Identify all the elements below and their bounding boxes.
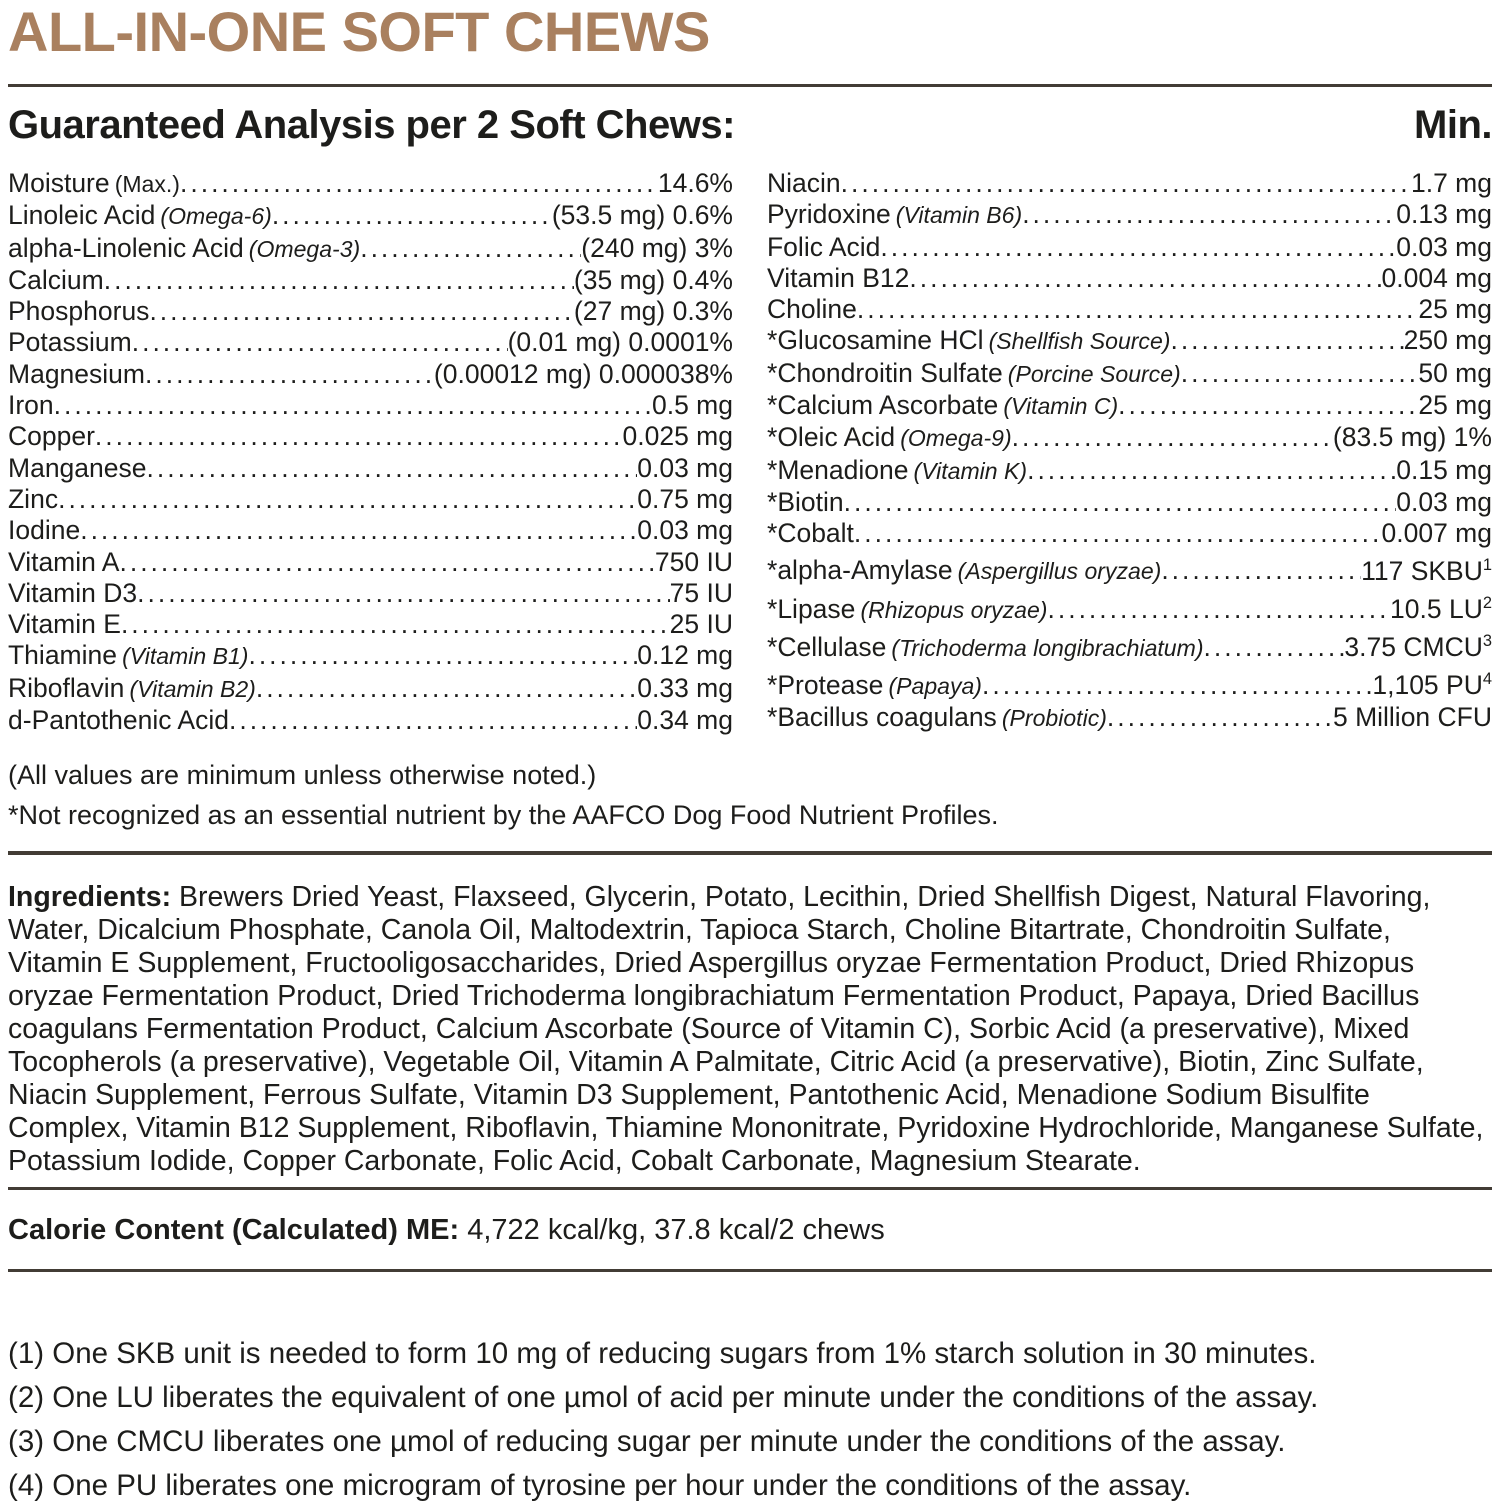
nutrient-source-note: (Porcine Source) [1007, 360, 1181, 387]
nutrient-value-group [1418, 390, 1492, 421]
nutrient-source-note: (Probiotic) [1001, 705, 1107, 732]
nutrient-name: Riboflavin [8, 672, 125, 703]
nutrient-source-note: (Omega-6) [160, 203, 272, 230]
nutrient-source-note: (Rhizopus oryzae) [860, 596, 1048, 623]
nutrient-source-note: (Omega-9) [900, 425, 1012, 452]
nutrient-value: 0.004 mg [1381, 262, 1492, 293]
nutrient-name: Niacin [767, 168, 841, 198]
nutrient-name-group [767, 422, 1012, 454]
analysis-row [8, 327, 733, 358]
nutrient-name: *Protease [767, 669, 884, 700]
dot-leader [909, 263, 1381, 294]
analysis-row [8, 640, 733, 672]
nutrient-value-group [1418, 358, 1492, 389]
nutrient-source-note: (Vitamin K) [913, 457, 1028, 484]
nutrient-name: d-Pantothenic Acid [8, 705, 229, 736]
nutrient-name: *Lipase [767, 593, 856, 624]
nutrient-name-group [8, 168, 180, 200]
dot-leader [180, 168, 658, 199]
nutrient-value-group [508, 327, 733, 358]
dot-leader [857, 294, 1418, 325]
nutrient-name-group [8, 296, 149, 327]
dot-leader [1170, 325, 1403, 356]
analysis-row [767, 487, 1492, 518]
nutrient-value-group [655, 547, 733, 578]
nutrient-name: *Oleic Acid [767, 422, 896, 453]
analysis-row [8, 168, 733, 200]
minimum-values-note: (All values are minimum unless otherwise noted.) [8, 760, 597, 791]
dot-leader [880, 232, 1396, 263]
dot-leader [844, 487, 1397, 518]
nutrient-value-group [1382, 518, 1493, 549]
dot-leader [149, 296, 573, 327]
nutrient-value-group [637, 640, 733, 671]
calorie-content-line [8, 1214, 1492, 1247]
analysis-right-column [767, 168, 1492, 736]
nutrient-name-group [8, 390, 54, 421]
nutrient-name-group [8, 547, 119, 578]
analysis-row [767, 702, 1492, 734]
nutrient-name: Vitamin D3 [8, 577, 138, 608]
analysis-row [8, 265, 733, 296]
nutrient-name-group [8, 515, 80, 546]
divider [8, 851, 1492, 855]
nutrient-value: 25 IU [669, 609, 733, 640]
dot-leader [360, 233, 581, 264]
nutrient-name: Iodine [8, 515, 81, 546]
nutrient-name-group [767, 518, 854, 549]
nutrient-value: 5 Million CFU [1332, 702, 1492, 733]
nutrient-source-note: (Shellfish Source) [988, 328, 1171, 355]
analysis-row [767, 168, 1492, 199]
nutrient-value: (0.01 mg) 0.0001% [507, 327, 733, 358]
analysis-row [8, 673, 733, 705]
nutrient-name-group [767, 555, 1161, 587]
analysis-row [767, 664, 1492, 702]
footnote-cmcu: (3) One CMCU liberates one µmol of reducing sugar per minute under the conditions of the assay. [8, 1425, 1286, 1459]
dot-leader [132, 327, 508, 358]
nutrient-name-group [767, 263, 909, 294]
nutrient-name-group [8, 359, 145, 390]
analysis-row [8, 296, 733, 327]
nutrient-value-group [1396, 199, 1492, 230]
nutrient-name-group [767, 232, 880, 263]
nutrient-value: 10.5 LU [1390, 593, 1483, 624]
nutrient-value-group [623, 421, 734, 452]
dot-leader [119, 547, 654, 578]
analysis-row [8, 705, 733, 736]
nutrient-name-group [8, 673, 256, 705]
analysis-row [767, 232, 1492, 263]
dot-leader [248, 640, 637, 671]
product-title: ALL-IN-ONE SOFT CHEWS [8, 0, 710, 63]
nutrient-value: 0.03 mg [637, 452, 733, 483]
dot-leader [256, 673, 637, 704]
nutrient-name-group [8, 609, 121, 640]
nutrient-name: *alpha-Amylase [767, 555, 953, 586]
nutrient-source-note: (Vitamin B1) [122, 643, 249, 670]
guaranteed-analysis-header [8, 103, 1492, 148]
nutrient-value: 0.13 mg [1396, 199, 1492, 230]
nutrient-name-group [8, 578, 137, 609]
dot-leader [1161, 555, 1361, 586]
dot-leader [1047, 594, 1390, 625]
dot-leader [80, 515, 637, 546]
nutrient-name-group [8, 453, 147, 484]
nutrient-value-group [434, 359, 733, 390]
analysis-row [767, 358, 1492, 390]
nutrient-name: *Menadione [767, 454, 909, 485]
footnote-reference: 2 [1482, 593, 1492, 612]
analysis-row [8, 359, 733, 390]
analysis-row [767, 518, 1492, 549]
nutrient-name-group [767, 294, 857, 325]
nutrient-value-group [1333, 422, 1492, 453]
nutrient-name: Copper [8, 421, 95, 452]
analysis-row [767, 588, 1492, 626]
footnote-lu: (2) One LU liberates the equivalent of one µmol of acid per minute under the conditions of the assay. [8, 1381, 1319, 1415]
nutrient-value: 0.33 mg [637, 672, 733, 703]
nutrient-name-group [767, 455, 1027, 487]
nutrient-name-group [767, 168, 841, 199]
nutrient-name: Phosphorus [8, 296, 150, 327]
ingredients-text: Brewers Dried Yeast, Flaxseed, Glycerin, Potato, Lecithin, Dried Shellfish Digest, Natural Flavoring, Water, Dicalcium Phosphate, Canola Oil, Maltodextrin, Tapioca Starch, Choline Bitartrate, Chondroitin Sulfate, Vitamin E Supplement, Fructooligosaccharides, Dried Aspergillus oryzae Fermentation Product, Dried Rhizopus oryzae Fermentation Product, Dried Trichoderma longibrachiatum Fermentation Product, Papaya, Dried Bacillus coagulans Fermentation Product, Calcium Ascorbate (Source of Vitamin C), Sorbic Acid (a preservative), Mixed Tocopherols (a preservative), Vegetable Oil, Vitamin A Palmitate, Citric Acid (a preservative), Biotin, Zinc Sulfate, Niacin Supplement, Ferrous Sulfate, Vitamin D3 Supplement, Pantothenic Acid, Menadione Sodium Bisulfite Complex, Vitamin B12 Supplement, Riboflavin, Thiamine Mononitrate, Pyridoxine Hydrochloride, Manganese Sulfate, Potassium Iodide, Copper Carbonate, Folic Acid, Cobalt Carbonate, Magnesium Stearate. [8, 881, 1484, 1178]
analysis-row [8, 233, 733, 265]
analysis-row [8, 484, 733, 515]
analysis-row [767, 626, 1492, 664]
dot-leader [145, 359, 434, 390]
nutrient-value-group [1404, 325, 1492, 356]
ingredients-paragraph [8, 881, 1492, 1178]
nutrient-name-group [767, 632, 1204, 664]
nutrient-name: *Cellulase [767, 631, 887, 662]
nutrient-value-group [1372, 664, 1492, 701]
nutrient-name: *Biotin [767, 486, 844, 517]
nutrient-value: 50 mg [1418, 357, 1492, 388]
analysis-left-column [8, 168, 733, 736]
dot-leader [1118, 390, 1418, 421]
nutrient-name: *Bacillus coagulans [767, 702, 997, 733]
analysis-row [8, 390, 733, 421]
nutrient-value: 0.34 mg [637, 705, 733, 736]
nutrient-name: Thiamine [8, 640, 117, 671]
nutrient-name: Pyridoxine [767, 199, 891, 230]
nutrient-value: (53.5 mg) 0.6% [551, 200, 733, 231]
analysis-row [8, 200, 733, 232]
analysis-row [767, 263, 1492, 294]
analysis-columns [8, 168, 1492, 736]
dot-leader [854, 518, 1382, 549]
nutrient-value: 0.15 mg [1396, 454, 1492, 485]
nutrient-name: Iron [8, 390, 54, 421]
nutrient-value-group [670, 609, 733, 640]
dot-leader [95, 421, 623, 452]
nutrient-value: 3.75 CMCU [1344, 631, 1483, 662]
nutrient-value: (240 mg) 3% [581, 232, 733, 263]
nutrient-source-note: (Vitamin C) [1003, 393, 1119, 420]
nutrient-value: 0.007 mg [1381, 518, 1492, 549]
analysis-row [767, 550, 1492, 588]
analysis-row [8, 547, 733, 578]
nutrient-source-note: (Vitamin B6) [895, 202, 1023, 229]
nutrient-name-group [8, 200, 272, 232]
analysis-row [8, 453, 733, 484]
nutrient-name: Folic Acid [767, 231, 881, 262]
analysis-row [8, 609, 733, 640]
nutrient-name: Choline [767, 294, 857, 325]
nutrient-value: 0.03 mg [1396, 486, 1492, 517]
nutrient-value: 0.025 mg [622, 421, 733, 452]
nutrient-name-group [767, 594, 1047, 626]
nutrient-value-group [574, 296, 733, 327]
nutrient-value-group [637, 705, 733, 736]
nutrient-value-group [574, 265, 733, 296]
nutrient-name: Magnesium [8, 358, 145, 389]
footnote-pu: (4) One PU liberates one microgram of tyrosine per hour under the conditions of the assay. [8, 1469, 1192, 1503]
nutrient-value: 14.6% [657, 168, 733, 198]
nutrient-name-group [767, 390, 1118, 422]
calorie-label: Calorie Content (Calculated) ME: [8, 1214, 460, 1247]
nutrient-source-note: (Vitamin B2) [129, 675, 256, 702]
nutrient-name-group [767, 358, 1181, 390]
nutrient-value-group [652, 390, 733, 421]
min-column-label: Min. [1414, 103, 1492, 147]
dot-leader [58, 484, 637, 515]
footnote-reference: 3 [1482, 631, 1492, 650]
nutrient-value-group [552, 200, 733, 231]
nutrient-value: (35 mg) 0.4% [573, 264, 733, 295]
analysis-row [767, 390, 1492, 422]
nutrient-value-group [1382, 263, 1493, 294]
nutrient-value: (83.5 mg) 1% [1332, 422, 1492, 453]
nutrient-name-group [8, 265, 104, 296]
dot-leader [229, 705, 637, 736]
analysis-row [8, 421, 733, 452]
nutrient-value-group [581, 233, 733, 264]
divider [8, 1269, 1492, 1272]
dot-leader [982, 670, 1372, 701]
nutrient-name-group [8, 233, 360, 265]
analysis-row [767, 422, 1492, 454]
nutrient-value-group [1361, 550, 1492, 587]
analysis-row [767, 325, 1492, 357]
dot-leader [1107, 702, 1333, 733]
nutrient-value-group [1333, 702, 1492, 733]
nutrient-name-group [767, 199, 1022, 231]
analysis-row [8, 578, 733, 609]
nutrient-value-group [670, 578, 733, 609]
nutrient-name: Manganese [8, 452, 147, 483]
nutrient-name-group [8, 421, 95, 452]
nutrient-source-note: (Trichoderma longibrachiatum) [891, 634, 1204, 661]
divider [8, 1187, 1492, 1190]
nutrient-value-group [1418, 294, 1492, 325]
nutrient-value: 25 mg [1418, 294, 1492, 325]
analysis-row [767, 455, 1492, 487]
nutrient-name: *Cobalt [767, 518, 854, 549]
analysis-row [767, 199, 1492, 231]
aafco-note: *Not recognized as an essential nutrient by the AAFCO Dog Food Nutrient Profiles. [8, 800, 999, 831]
nutrient-value: 0.12 mg [637, 640, 733, 671]
nutrient-name: Moisture [8, 168, 110, 198]
nutrient-name-group [767, 325, 1170, 357]
dot-leader [841, 168, 1411, 199]
dot-leader [1027, 455, 1396, 486]
dot-leader [147, 453, 638, 484]
nutrient-value-group [1396, 232, 1492, 263]
dot-leader [272, 200, 552, 231]
dot-leader [121, 609, 670, 640]
analysis-row [767, 294, 1492, 325]
nutrient-name: *Chondroitin Sulfate [767, 357, 1003, 388]
footnote-skb: (1) One SKB unit is needed to form 10 mg of reducing sugars from 1% starch solution in 30 minutes. [8, 1337, 1317, 1371]
nutrient-name-group [767, 702, 1107, 734]
nutrient-value: 0.03 mg [1396, 231, 1492, 262]
nutrient-value-group [637, 515, 733, 546]
ingredients-label: Ingredients: [8, 881, 172, 914]
dot-leader [1204, 632, 1345, 663]
nutrient-value-group [1390, 588, 1492, 625]
nutrient-name: Vitamin E [8, 609, 121, 640]
nutrient-value: 1,105 PU [1372, 669, 1483, 700]
nutrient-value-group [1396, 455, 1492, 486]
nutrient-value: 117 SKBU [1361, 555, 1483, 586]
dot-leader [1012, 422, 1333, 453]
nutrient-value-group [658, 168, 733, 199]
nutrient-name: Vitamin B12 [767, 262, 910, 293]
dot-leader [104, 265, 574, 296]
unit-footnotes [8, 1332, 1492, 1508]
nutrient-name: Potassium [8, 327, 132, 358]
nutrient-value: 0.75 mg [637, 483, 733, 514]
divider [8, 84, 1492, 87]
nutrient-name: Zinc [8, 483, 59, 514]
calorie-value: 4,722 kcal/kg, 37.8 kcal/2 chews [467, 1214, 885, 1247]
dot-leader [137, 578, 670, 609]
dot-leader [54, 390, 652, 421]
nutrient-name-group [8, 640, 248, 672]
nutrient-name: *Calcium Ascorbate [767, 390, 999, 421]
nutrient-value: 0.5 mg [651, 390, 733, 421]
nutrient-source-note: (Omega-3) [248, 235, 361, 262]
nutrient-name-group [8, 705, 229, 736]
nutrient-source-note: (Papaya) [888, 672, 982, 699]
nutrient-value: 25 mg [1418, 390, 1492, 421]
nutrient-value: 250 mg [1403, 325, 1492, 356]
nutrient-value-group [1411, 168, 1492, 199]
nutrient-name-group [767, 670, 982, 702]
nutrient-name-group [8, 484, 58, 515]
analysis-row [8, 515, 733, 546]
nutrient-value-group [637, 673, 733, 704]
nutrient-value: (27 mg) 0.3% [573, 296, 733, 327]
footnote-reference: 1 [1482, 555, 1492, 574]
dot-leader [1022, 199, 1396, 230]
nutrient-name: Calcium [8, 264, 104, 295]
nutrient-value: 1.7 mg [1410, 168, 1492, 198]
nutrient-name: Vitamin A [8, 546, 120, 577]
footnote-reference: 4 [1482, 669, 1492, 688]
nutrient-source-note: (Aspergillus oryzae) [957, 558, 1162, 585]
nutrient-name-group [767, 487, 844, 518]
nutrient-value: (0.00012 mg) 0.000038% [433, 358, 733, 389]
nutrient-value: 0.03 mg [637, 515, 733, 546]
nutrient-name: alpha-Linolenic Acid [8, 232, 244, 263]
nutrient-value-group [637, 453, 733, 484]
nutrient-value-group [1344, 626, 1492, 663]
nutrient-source-note: (Max.) [114, 171, 180, 197]
nutrient-value: 75 IU [669, 577, 733, 608]
nutrient-value: 750 IU [654, 546, 733, 577]
guaranteed-analysis-heading: Guaranteed Analysis per 2 Soft Chews: [8, 103, 735, 147]
nutrient-name: Linoleic Acid [8, 200, 156, 231]
nutrient-value-group [1396, 487, 1492, 518]
nutrient-name: *Glucosamine HCl [767, 325, 984, 356]
nutrient-name-group [8, 327, 132, 358]
dot-leader [1181, 358, 1419, 389]
nutrient-value-group [637, 484, 733, 515]
